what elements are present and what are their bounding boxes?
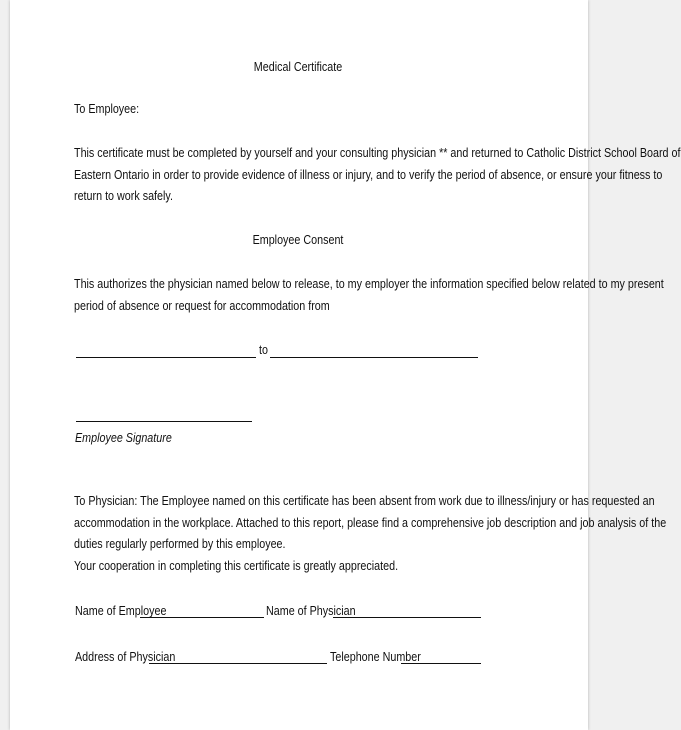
consent-paragraph — [74, 274, 664, 317]
name-of-physician-label: Name of Physician — [266, 604, 356, 618]
telephone-number-label: Telephone Number — [330, 650, 421, 664]
physician-line-2: accommodation in the workplace. Attached to this report, please find a comprehensive job description and job analysis of the — [74, 515, 667, 530]
physician-line-3: duties regularly performed by this employee. — [74, 537, 286, 551]
name-of-employee-line[interactable] — [140, 617, 264, 618]
telephone-number-line[interactable] — [401, 663, 481, 664]
address-of-physician-label: Address of Physician — [75, 650, 176, 664]
intro-paragraph — [74, 143, 680, 208]
document-page — [10, 0, 681, 730]
name-of-physician-line[interactable] — [333, 617, 481, 618]
document-title: Medical Certificate — [253, 60, 343, 74]
consent-heading: Employee Consent — [252, 233, 344, 247]
intro-line-2: Eastern Ontario in order to provide evidence of illness or injury, and to verify the period of absence, or ensure your fitness to — [74, 167, 663, 182]
date-from-line[interactable] — [76, 357, 256, 358]
signature-line[interactable] — [76, 421, 252, 422]
to-employee-heading: To Employee: — [74, 102, 140, 116]
date-range-to-label: to — [259, 343, 268, 357]
address-of-physician-line[interactable] — [149, 663, 327, 664]
consent-line-2: period of absence or request for accommodation from — [74, 298, 330, 313]
physician-paragraph — [74, 491, 666, 577]
name-of-employee-label: Name of Employee — [75, 604, 167, 618]
intro-line-3: return to work safely. — [74, 189, 173, 203]
signature-label: Employee Signature — [75, 431, 172, 445]
consent-line-1: This authorizes the physician named below to release, to my employer the information specified below related to my present — [74, 277, 664, 291]
date-to-line[interactable] — [270, 357, 478, 358]
physician-line-1: To Physician: The Employee named on this certificate has been absent from work due to illness/injury or has requested an — [74, 494, 655, 508]
intro-line-1: This certificate must be completed by yourself and your consulting physician ** and returned to Catholic District School Board of — [74, 146, 681, 160]
physician-line-4: Your cooperation in completing this certificate is greatly appreciated. — [74, 558, 399, 573]
